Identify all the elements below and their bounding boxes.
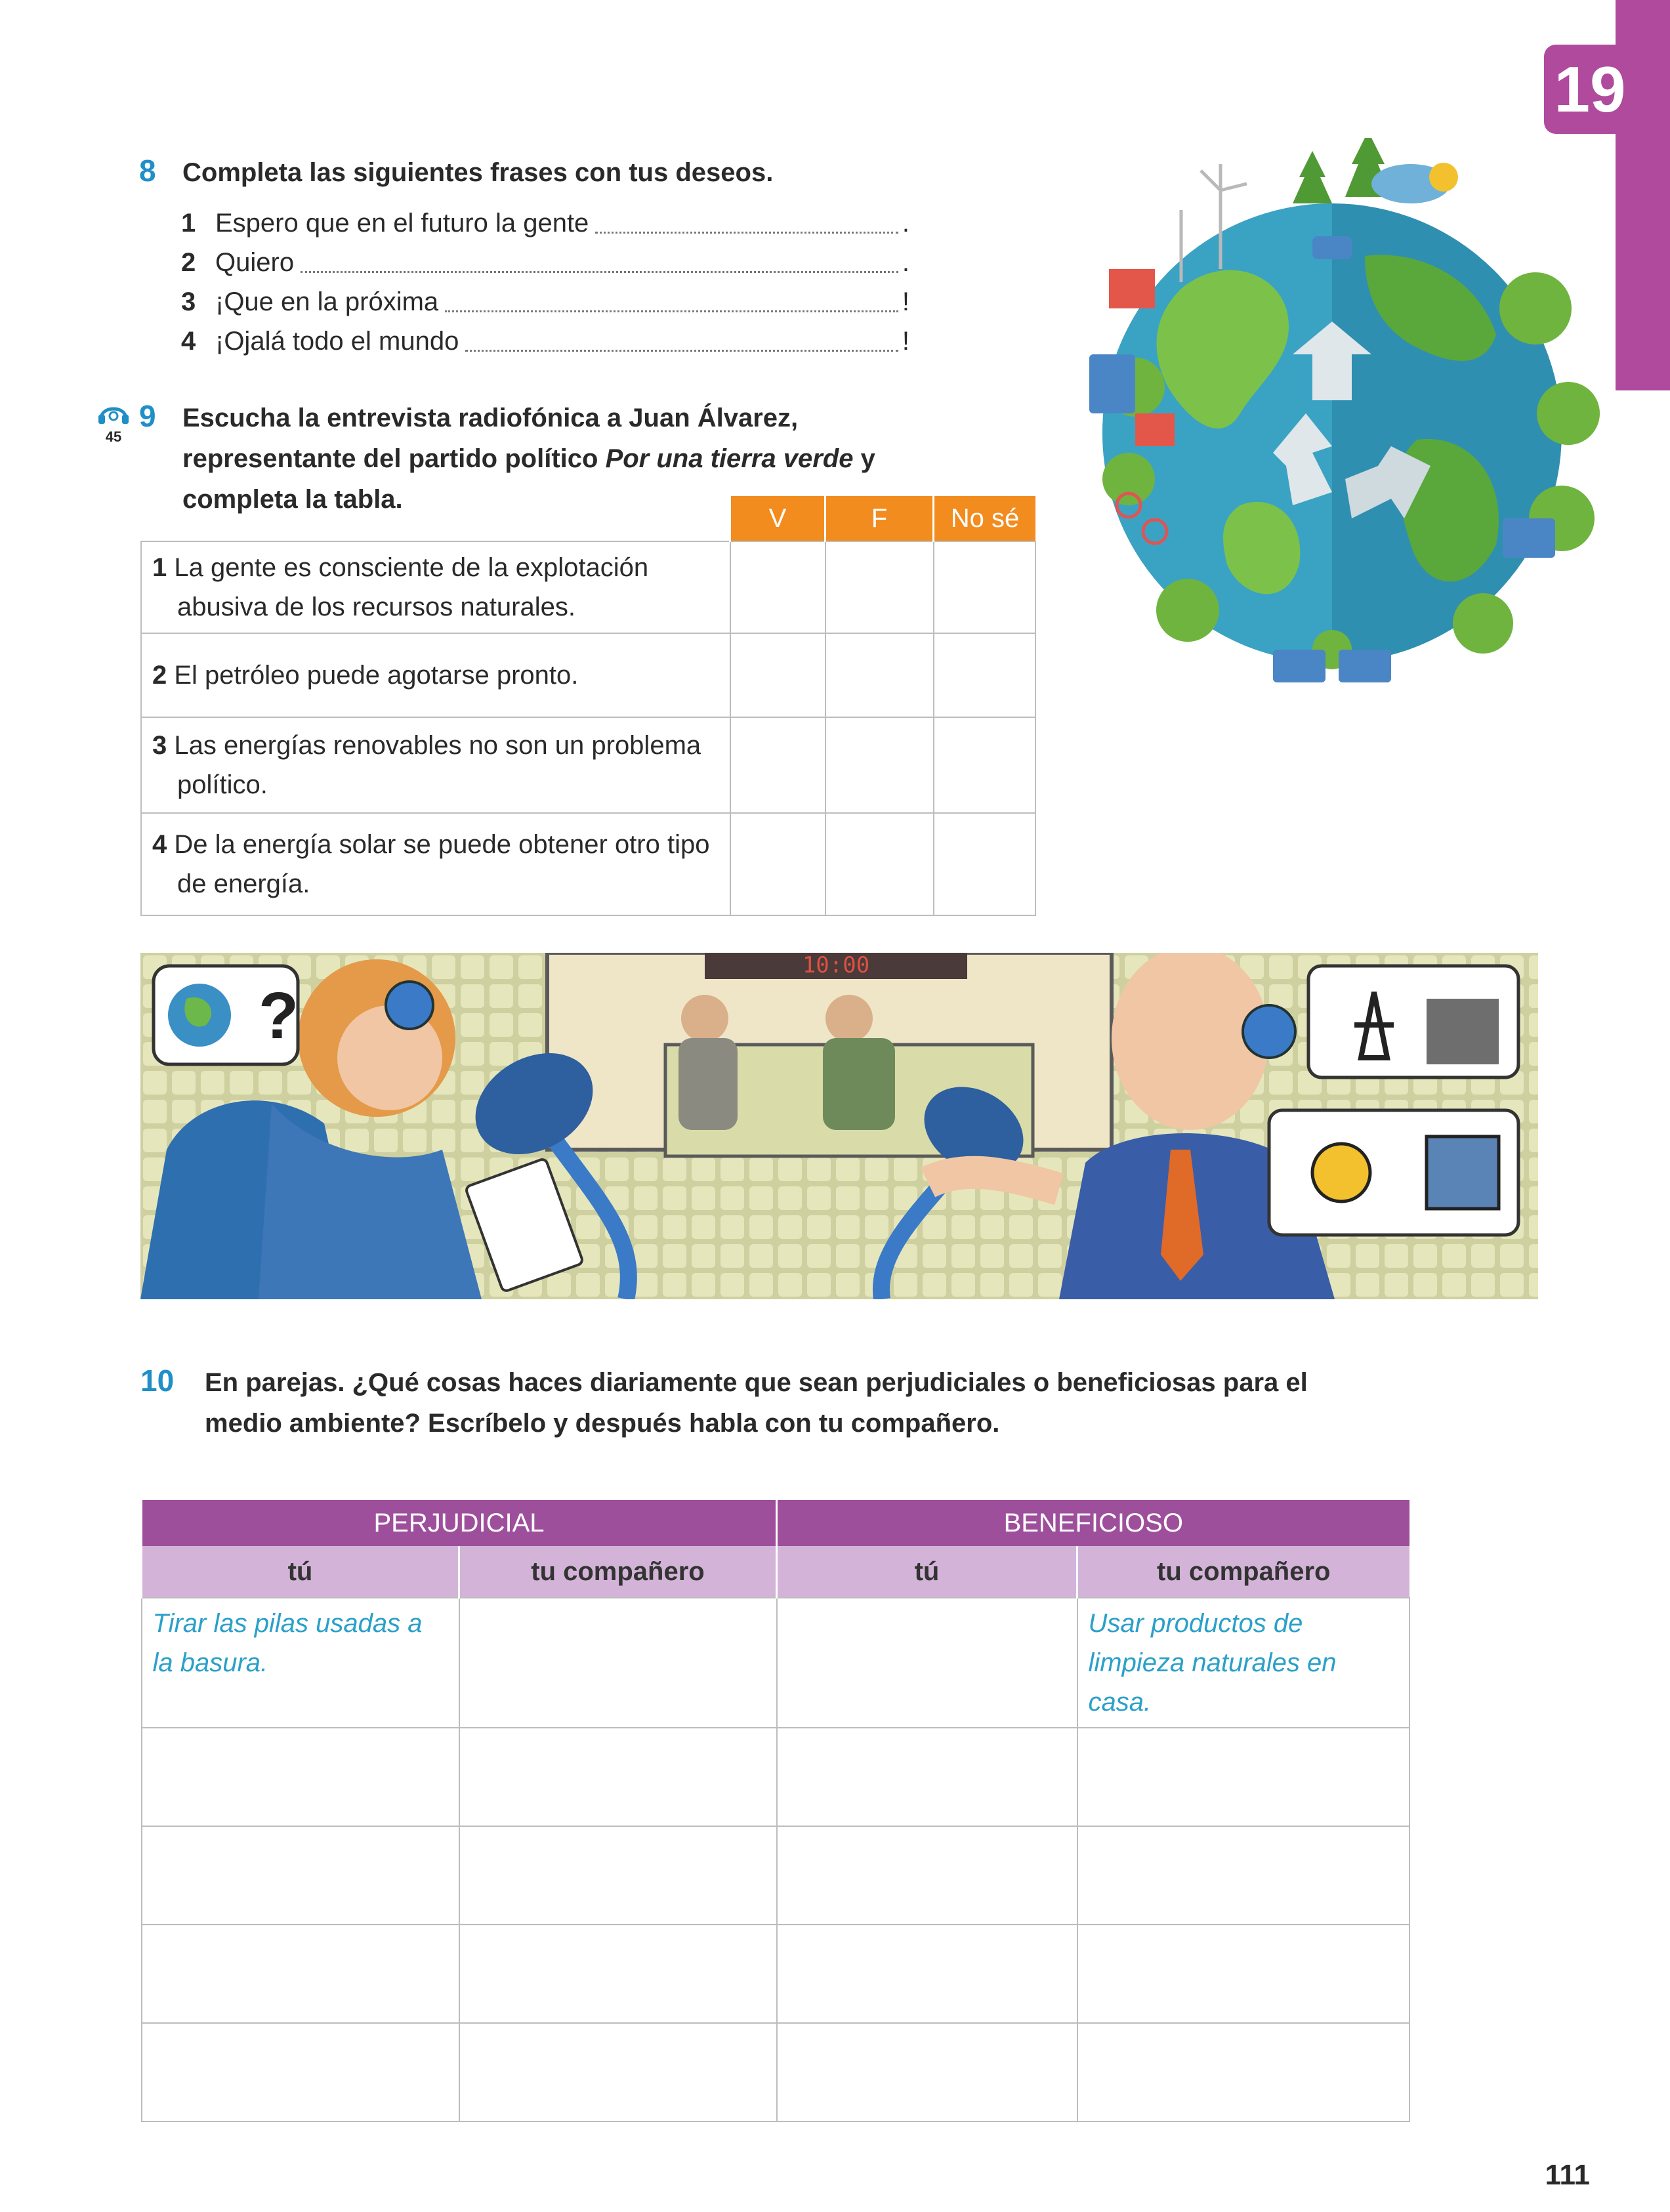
column-header-v: V <box>730 496 825 541</box>
answer-cell[interactable] <box>459 1728 777 1826</box>
row-number: 4 <box>152 830 167 859</box>
answer-cell[interactable] <box>142 2023 459 2121</box>
answer-cell-v[interactable] <box>730 717 825 813</box>
answer-cell[interactable] <box>777 1728 1077 1826</box>
answer-cell[interactable] <box>1077 1826 1409 1925</box>
table-row <box>141 633 1035 717</box>
item-text: ¡Que en la próxima <box>215 287 439 316</box>
answer-line[interactable] <box>445 310 898 312</box>
item-number: 1 <box>181 209 196 238</box>
statement-text: de energía. <box>177 869 310 898</box>
group-header-perjudicial: PERJUDICIAL <box>142 1500 777 1546</box>
statement-text: La gente es consciente de la explotación <box>174 553 649 582</box>
exercise-number: 10 <box>140 1364 175 1398</box>
row-number: 1 <box>152 553 167 582</box>
audio-track[interactable] <box>97 402 130 446</box>
earth-recycling-illustration <box>1024 138 1640 715</box>
exercise-10 <box>140 1362 1387 1444</box>
table-corner <box>141 496 730 541</box>
row-number: 3 <box>152 731 167 760</box>
title-text: Escucha la entrevista radiofónica a Juan Álvarez, representante del partido político <box>182 404 799 473</box>
statement-cell <box>141 541 730 633</box>
item-number: 2 <box>181 248 196 277</box>
statement-text: El petróleo puede agotarse pronto. <box>174 661 579 690</box>
answer-cell[interactable] <box>142 1925 459 2023</box>
answer-cell-no-se[interactable] <box>934 813 1036 915</box>
answer-cell[interactable] <box>777 1826 1077 1925</box>
item-text: ¡Ojalá todo el mundo <box>215 327 459 356</box>
answer-cell-f[interactable] <box>825 541 934 633</box>
true-false-table <box>140 496 1036 916</box>
example-perjudicial: Tirar las pilas usadas a la basura. <box>142 1598 459 1728</box>
svg-text:?: ? <box>259 979 299 1053</box>
answer-cell[interactable] <box>459 1925 777 2023</box>
item-end: ! <box>902 287 909 316</box>
subheader-tu-companero: tu compañero <box>1077 1546 1409 1598</box>
example-beneficioso: Usar productos de limpieza naturales en casa. <box>1077 1598 1409 1728</box>
sentence-item <box>181 282 909 322</box>
answer-cell[interactable] <box>459 1598 777 1728</box>
item-end: ! <box>902 327 909 356</box>
answer-line[interactable] <box>595 232 898 234</box>
table-row <box>141 813 1035 915</box>
answer-cell[interactable] <box>1077 1728 1409 1826</box>
subheader-tu: tú <box>142 1546 459 1598</box>
answer-cell-v[interactable] <box>730 813 825 915</box>
statement-text: político. <box>177 770 268 799</box>
answer-cell[interactable] <box>777 1598 1077 1728</box>
studio-clock: 10:00 <box>802 953 870 978</box>
sentence-item <box>181 243 909 282</box>
answer-cell[interactable] <box>1077 1925 1409 2023</box>
table-row <box>141 541 1035 633</box>
column-header-no-se: No sé <box>934 496 1036 541</box>
answer-line[interactable] <box>465 350 898 352</box>
statement-cell <box>141 633 730 717</box>
title-text: y completa la tabla. <box>182 444 875 514</box>
sentence-item <box>181 322 909 361</box>
answer-cell-f[interactable] <box>825 633 934 717</box>
statement-text: De la energía solar se puede obtener otro tipo <box>174 830 710 859</box>
subheader-tu: tú <box>777 1546 1077 1598</box>
table-row <box>142 1598 1409 1728</box>
answer-cell-f[interactable] <box>825 813 934 915</box>
party-name: Por una tierra verde <box>605 444 854 473</box>
group-header-beneficioso: BENEFICIOSO <box>777 1500 1409 1546</box>
exercise-title: Completa las siguientes frases con tus deseos. <box>182 158 774 187</box>
answer-cell-v[interactable] <box>730 633 825 717</box>
table-row <box>142 1728 1409 1826</box>
exercise-number: 8 <box>139 154 156 188</box>
statement-cell <box>141 813 730 915</box>
answer-line[interactable] <box>301 271 898 273</box>
exercise-8 <box>139 152 979 361</box>
answer-cell-no-se[interactable] <box>934 717 1036 813</box>
answer-cell[interactable] <box>1077 2023 1409 2121</box>
answer-cell-no-se[interactable] <box>934 633 1036 717</box>
answer-cell[interactable] <box>459 1826 777 1925</box>
answer-cell[interactable] <box>142 1826 459 1925</box>
row-number: 2 <box>152 661 167 690</box>
sentence-list <box>181 203 909 361</box>
sentence-item <box>181 203 909 243</box>
answer-cell-no-se[interactable] <box>934 541 1036 633</box>
page-number: 111 <box>1545 2159 1590 2191</box>
statement-cell <box>141 717 730 813</box>
answer-cell[interactable] <box>142 1728 459 1826</box>
statement-text: abusiva de los recursos naturales. <box>177 593 575 621</box>
answer-cell[interactable] <box>777 1925 1077 2023</box>
item-end: . <box>902 248 909 277</box>
answer-cell[interactable] <box>459 2023 777 2121</box>
headphones-icon <box>97 402 130 425</box>
item-end: . <box>902 209 909 238</box>
exercise-number: 9 <box>139 399 156 433</box>
answer-cell-v[interactable] <box>730 541 825 633</box>
item-text: Espero que en el futuro la gente <box>215 209 589 238</box>
subheader-tu-companero: tu compañero <box>459 1546 777 1598</box>
column-header-f: F <box>825 496 934 541</box>
item-number: 4 <box>181 327 196 356</box>
table-row <box>142 1826 1409 1925</box>
track-number: 45 <box>105 428 122 445</box>
table-row <box>142 1925 1409 2023</box>
radio-interview-illustration <box>140 953 1538 1299</box>
table-row <box>141 717 1035 813</box>
unit-number-badge: 19 <box>1544 45 1636 134</box>
table-row <box>142 2023 1409 2121</box>
item-text: Quiero <box>215 248 295 277</box>
environment-habits-table <box>140 1500 1410 2122</box>
statement-text: Las energías renovables no son un problema <box>174 731 701 760</box>
answer-cell-f[interactable] <box>825 717 934 813</box>
exercise-title: En parejas. ¿Qué cosas haces diariamente que sean perjudiciales o beneficiosas para el medio ambiente? Escríbelo y después habla con tu compañero. <box>205 1368 1308 1438</box>
item-number: 3 <box>181 287 196 316</box>
answer-cell[interactable] <box>777 2023 1077 2121</box>
